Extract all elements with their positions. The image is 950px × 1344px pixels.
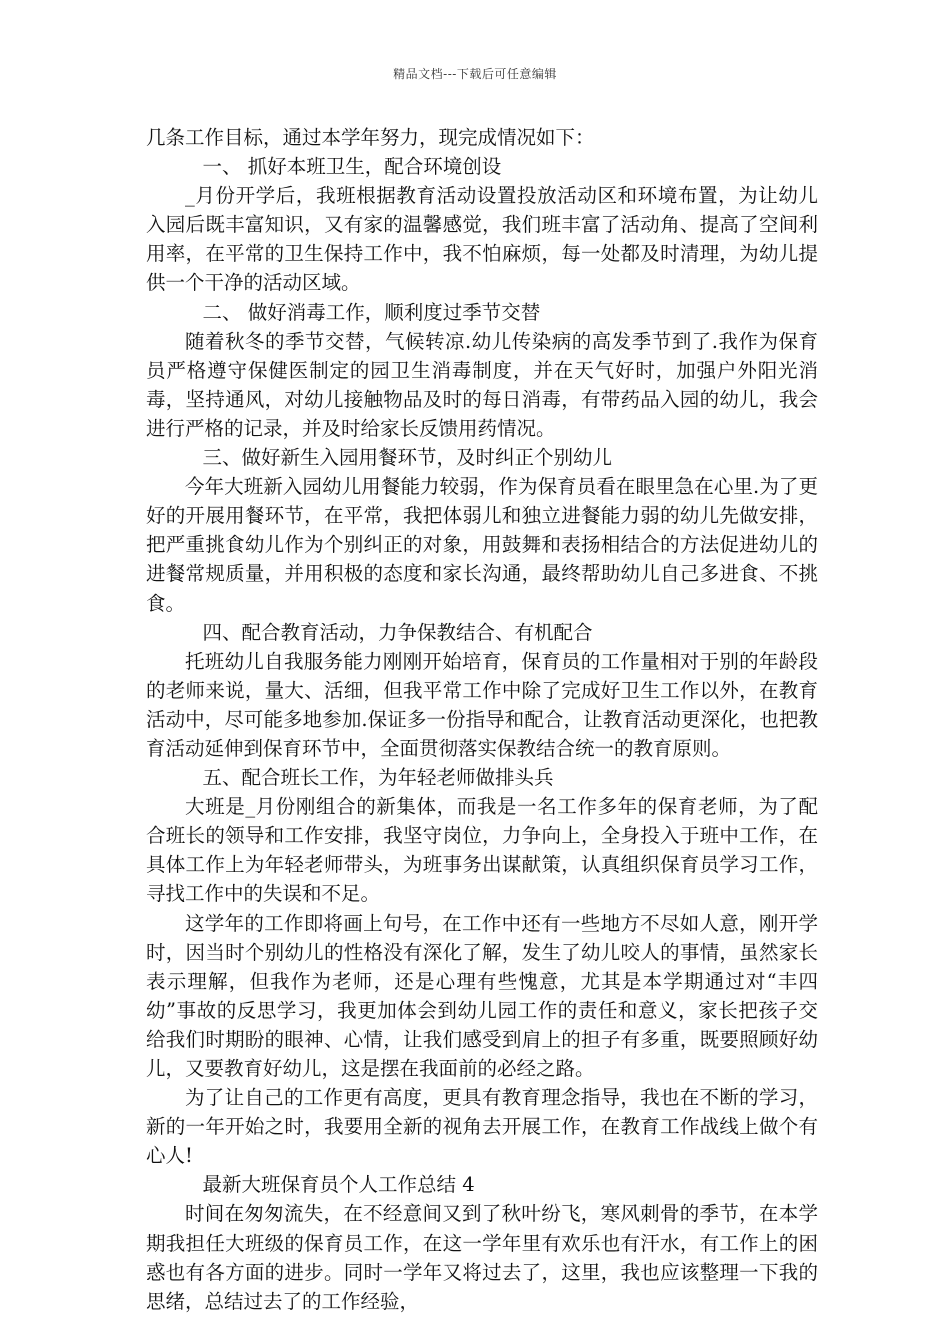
page-header-note: 精品文档---下载后可任意编辑 [393, 67, 557, 81]
closing-paragraph: 为了让自己的工作更有高度，更具有教育理念指导，我也在不断的学习，新的一年开始之时，我要用全新的视角去开展工作，在教育工作战线上做个有心人! [146, 1086, 818, 1168]
section-paragraph-3: 今年大班新入园幼儿用餐能力较弱，作为保育员看在眼里急在心里.为了更好的开展用餐环节，在平常，我把体弱儿和独立进餐能力弱的幼儿先做安排，把严重挑食幼儿作为个别纠正的对象，用鼓舞和表扬相结合的方法促进幼儿的进餐常规质量，并用积极的态度和家长沟通，最终帮助幼儿自己多进食、不挑食。 [146, 475, 818, 615]
section-heading-4: 四、配合教育活动，力争保教结合、有机配合 [202, 620, 593, 644]
next-article-paragraph: 时间在匆匆流失，在不经意间又到了秋叶纷飞，寒风刺骨的季节，在本学期我担任大班级的保育员工作，在这一学年里有欢乐也有汗水，有工作上的困惑也有各方面的进步。同时一学年又将过去了，这里，我也应该整理一下我的思绪，总结过去了的工作经验， [146, 1202, 818, 1313]
section-paragraph-1: _月份开学后，我班根据教育活动设置投放活动区和环境布置，为让幼儿入园后既丰富知识，又有家的温馨感觉，我们班丰富了活动角、提高了空间利用率，在平常的卫生保持工作中，我不怕麻烦，每一处都及时清理，为幼儿提供一个干净的活动区域。 [146, 184, 818, 295]
section-heading-5: 五、配合班长工作，为年轻老师做排头兵 [202, 766, 554, 790]
next-article-title: 最新大班保育员个人工作总结 4 [202, 1173, 475, 1197]
reflection-paragraph: 这学年的工作即将画上句号，在工作中还有一些地方不尽如人意，刚开学时，因当时个别幼儿的性格没有深化了解，发生了幼儿咬人的事情，虽然家长表示理解，但我作为老师，还是心理有些愧意，尤其是本学期通过对“丰四幼”事故的反思学习，我更加体会到幼儿园工作的责任和意义，家长把孩子交给我们时期盼的眼神、心情，让我们感受到肩上的担子有多重，既要照顾好幼儿，又要教育好幼儿，这是摆在我面前的必经之路。 [146, 911, 818, 1080]
section-heading-3: 三、做好新生入园用餐环节，及时纠正个别幼儿 [202, 446, 613, 470]
section-paragraph-2: 随着秋冬的季节交替，气候转凉.幼儿传染病的高发季节到了.我作为保育员严格遵守保健医制定的园卫生消毒制度，并在天气好时，加强户外阳光消毒，坚持通风，对幼儿接触物品及时的每日消毒，有带药品入园的幼儿，我会进行严格的记录，并及时给家长反馈用药情况。 [146, 329, 818, 440]
section-heading-2: 二、 做好消毒工作，顺利度过季节交替 [202, 300, 541, 324]
section-heading-1: 一、 抓好本班卫生，配合环境创设 [202, 155, 502, 179]
document-body [146, 123, 818, 1316]
section-paragraph-5: 大班是_月份刚组合的新集体，而我是一名工作多年的保育老师，为了配合班长的领导和工作安排，我坚守岗位，力争向上，全身投入于班中工作，在具体工作上为年轻老师带头，为班事务出谋献策，认真组织保育员学习工作，寻找工作中的失误和不足。 [146, 795, 818, 906]
intro-paragraph: 几条工作目标，通过本学年努力，现完成情况如下： [146, 126, 595, 149]
section-paragraph-4: 托班幼儿自我服务能力刚刚开始培育，保育员的工作量相对于别的年龄段的老师来说，量大、活细，但我平常工作中除了完成好卫生工作以外，在教育活动中，尽可能多地参加.保证多一份指导和配合，让教育活动更深化，也把教育活动延伸到保育环节中，全面贯彻落实保教结合统一的教育原则。 [146, 649, 818, 760]
